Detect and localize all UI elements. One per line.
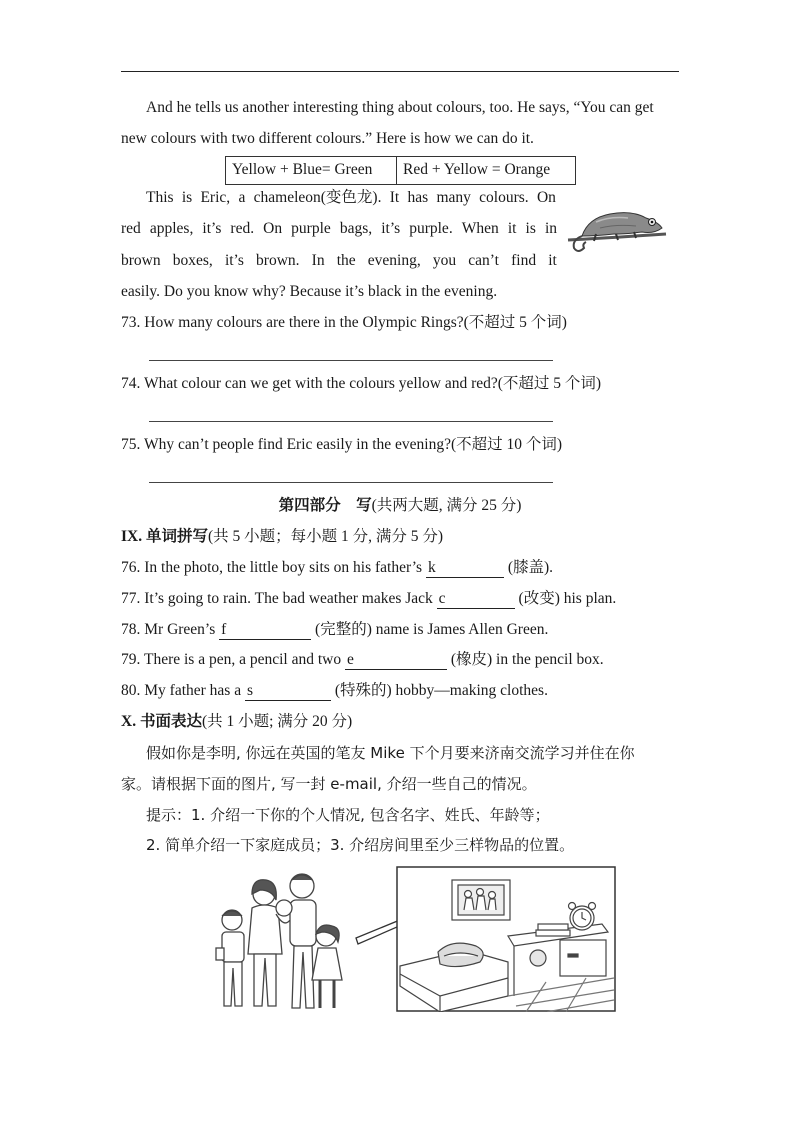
question-77 [121, 589, 616, 609]
answer-line-74[interactable] [149, 421, 553, 422]
passage-word: it’s [381, 220, 401, 237]
section-10-score: (共 1 小题; 满分 20 分) [201, 713, 353, 730]
blank-76[interactable]: k [426, 559, 504, 578]
mix-cell-red-yellow: Red + Yellow = Orange [397, 157, 576, 185]
mix-cell-yellow-blue: Yellow + Blue= Green [226, 157, 397, 185]
answer-line-73[interactable] [149, 360, 553, 361]
question-74: 74. What colour can we get with the colours yellow and red?(不超过 5 个词) [121, 375, 602, 392]
bedroom-illustration [396, 866, 616, 1012]
passage-word: In [311, 252, 325, 269]
question-79-text: 79. There is a pen, a pencil and two [121, 651, 345, 668]
writing-hint-line-2: 2. 简单介绍一下家庭成员；3. 介绍房间里至少三样物品的位置。 [146, 836, 575, 854]
question-76 [121, 558, 553, 578]
section-10-title: X. 书面表达 [121, 713, 202, 730]
section-9-title: IX. 单词拼写 [121, 528, 208, 545]
passage-word: in [544, 220, 557, 237]
question-78 [121, 620, 548, 640]
question-78-end: name is James Allen Green. [371, 621, 549, 638]
passage-paragraph-1-line-1: And he tells us another interesting thing about colours, too. He says, “You can get [146, 99, 654, 116]
passage-word: colours. [479, 189, 529, 206]
passage-word: apples, [149, 220, 194, 237]
eric-paragraph-line-2 [121, 219, 557, 239]
passage-word: red. [230, 220, 255, 237]
passage-word: it [507, 220, 517, 237]
question-80-text: 80. My father has a [121, 682, 245, 699]
answer-line-75[interactable] [149, 482, 553, 483]
blank-79[interactable]: e [345, 651, 447, 670]
eric-paragraph-line-3 [121, 251, 557, 271]
blank-77[interactable]: c [437, 590, 515, 609]
passage-word: it’s [202, 220, 222, 237]
hint-79: (橡皮) [446, 651, 493, 668]
passage-word: When [461, 220, 499, 237]
passage-word: purple. [409, 220, 453, 237]
passage-word: It [389, 189, 400, 206]
question-77-end: his plan. [559, 590, 617, 607]
question-80-end: hobby—making clothes. [391, 682, 548, 699]
part-4-heading [0, 496, 800, 516]
passage-word: is [181, 189, 193, 206]
passage-word: Eric, [200, 189, 231, 206]
part-4-score: (共两大题, 满分 25 分) [371, 497, 522, 514]
passage-word: the [336, 252, 356, 269]
question-78-text: 78. Mr Green’s [121, 621, 220, 638]
passage-word: chameleon(变色龙). [253, 189, 382, 206]
passage-word: boxes, [172, 252, 213, 269]
part-4-subtitle: 写 [356, 497, 372, 514]
section-9-heading [121, 527, 443, 547]
hint-76: (膝盖) [503, 559, 550, 576]
hint-80: (特殊的) [330, 682, 392, 699]
chameleon-illustration [566, 200, 668, 258]
passage-word: you [432, 252, 457, 269]
eric-paragraph-line-1 [146, 188, 556, 208]
top-rule [121, 71, 679, 72]
passage-word: it [548, 252, 557, 269]
passage-word: it’s [224, 252, 244, 269]
eric-paragraph-line-4: easily. Do you know why? Because it’s black in the evening. [121, 283, 498, 300]
passage-word: brown. [256, 252, 300, 269]
passage-word: evening, [367, 252, 421, 269]
blank-80[interactable]: s [245, 682, 331, 701]
question-75: 75. Why can’t people find Eric easily in the evening?(不超过 10 个词) [121, 436, 563, 453]
writing-hint-line-1: 提示：1. 介绍一下你的个人情况, 包含名字、姓氏、年龄等； [146, 806, 550, 824]
passage-word: is [525, 220, 536, 237]
question-76-end: . [549, 559, 554, 576]
blank-78[interactable]: f [219, 621, 311, 640]
question-73: 73. How many colours are there in the Olympic Rings?(不超过 5 个词) [121, 314, 567, 331]
question-79 [121, 650, 604, 670]
passage-word: This [146, 189, 174, 206]
question-80 [121, 681, 548, 701]
part-4-title: 第四部分 [278, 497, 341, 514]
hint-77: (改变) [514, 590, 560, 607]
passage-word: On [536, 189, 556, 206]
hint-78: (完整的) [311, 621, 372, 638]
writing-task-line-1: 假如你是李明, 你远在英国的笔友 Mike 下个月要来济南交流学习并住在你 [146, 744, 635, 762]
passage-word: a [238, 189, 246, 206]
passage-word: can’t [468, 252, 499, 269]
question-77-text: 77. It’s going to rain. The bad weather makes Jack [121, 590, 437, 607]
passage-word: On [263, 220, 283, 237]
writing-task-line-2: 家。请根据下面的图片, 写一封 e-mail, 介绍一些自己的情况。 [121, 775, 537, 793]
question-76-text: 76. In the photo, the little boy sits on his father’s [121, 559, 426, 576]
passage-paragraph-1-line-2: new colours with two different colours.” Here is how we can do it. [121, 130, 534, 147]
question-79-end: in the pencil box. [492, 651, 604, 668]
section-10-heading [121, 712, 352, 732]
family-illustration [210, 868, 360, 1016]
passage-word: has [407, 189, 429, 206]
passage-word: red [121, 220, 141, 237]
passage-word: bags, [339, 220, 373, 237]
colour-mixing-table [225, 156, 576, 185]
passage-word: brown [121, 252, 161, 269]
passage-word: many [436, 189, 471, 206]
passage-word: purple [291, 220, 331, 237]
section-9-score: (共 5 小题；每小题 1 分, 满分 5 分) [207, 528, 444, 545]
passage-word: find [511, 252, 537, 269]
